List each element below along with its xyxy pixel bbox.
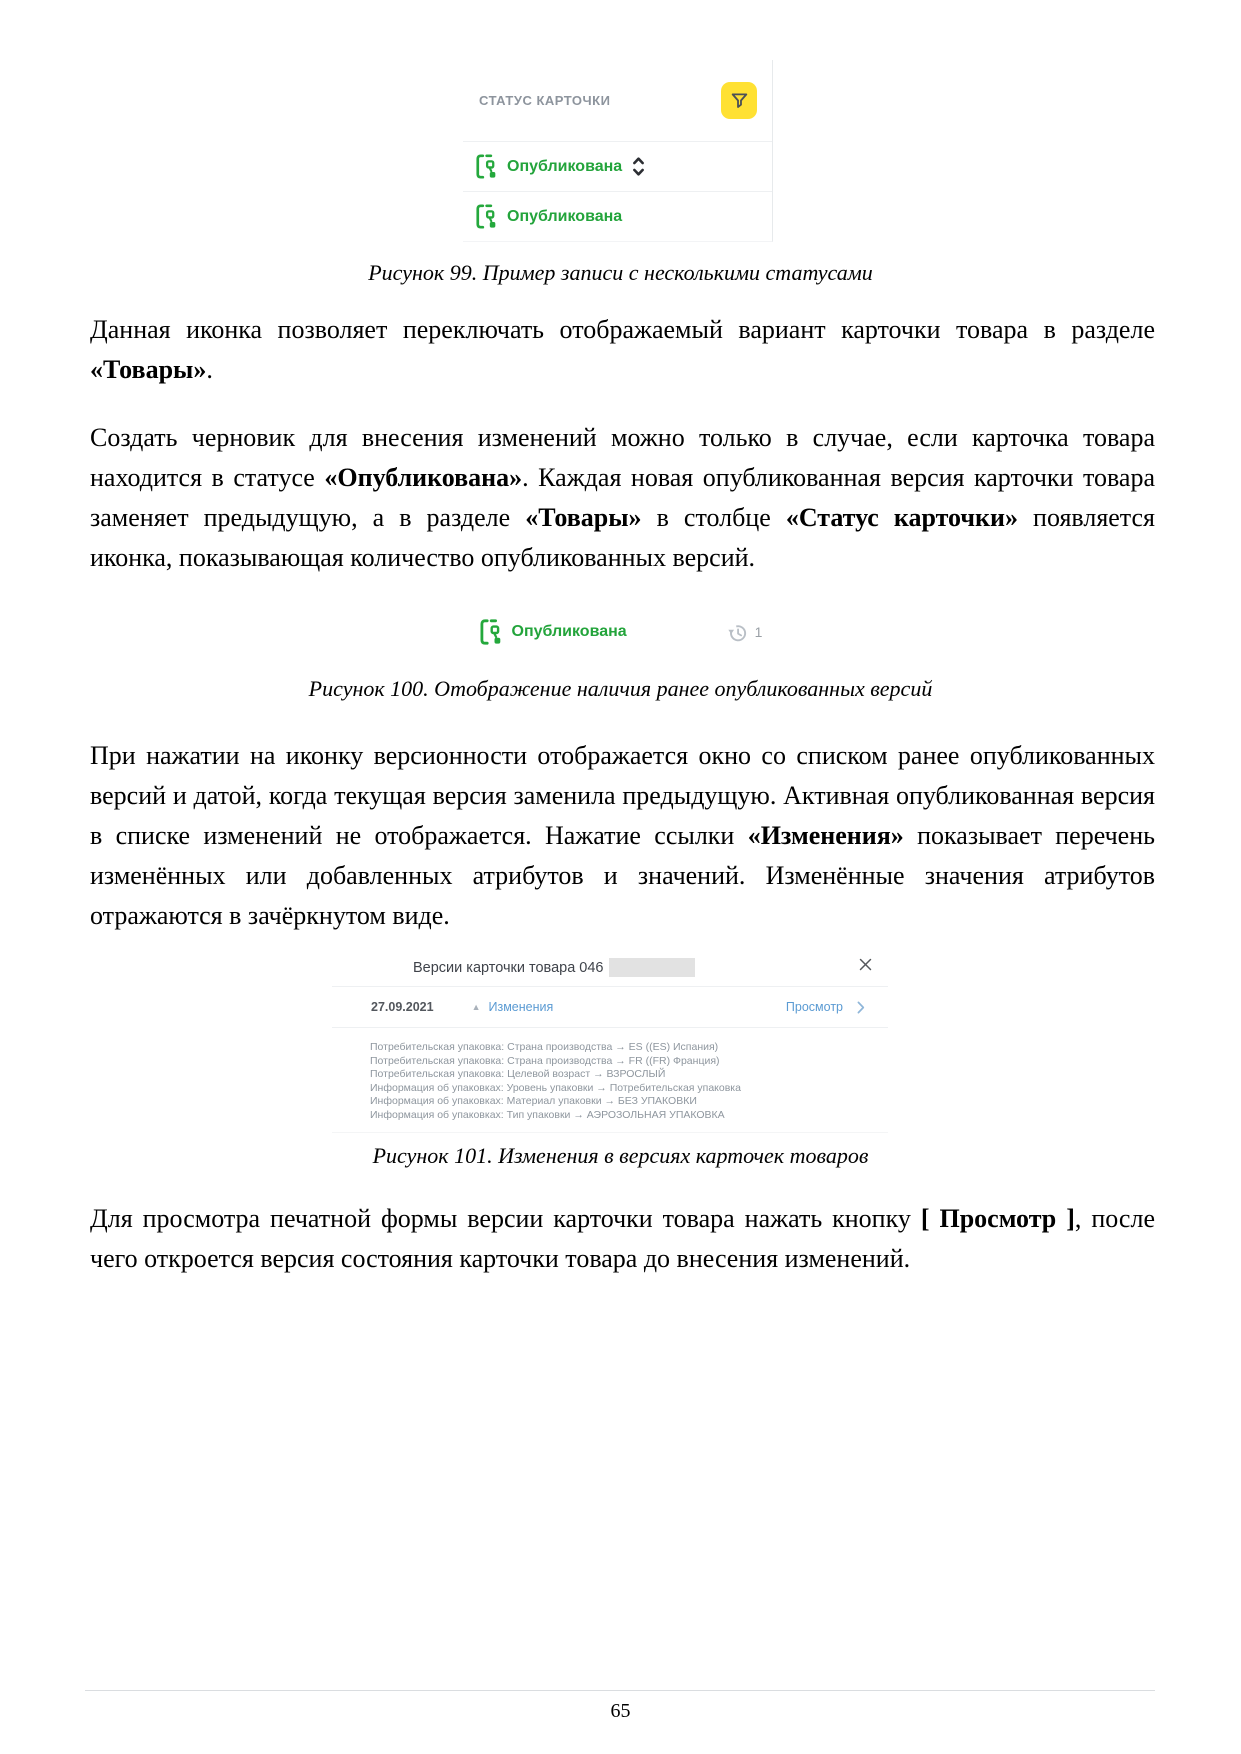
product-card-icon <box>479 618 501 646</box>
status-label: Опубликована <box>507 207 623 225</box>
published-status-example <box>0 614 1241 650</box>
page-number: 65 <box>610 1700 631 1722</box>
status-label: Опубликована <box>511 623 627 640</box>
modal-header <box>332 949 888 987</box>
version-history-button[interactable] <box>727 622 763 643</box>
change-line: Потребительская упаковка: Страна производства → ES ((ES) Испания) <box>370 1041 719 1053</box>
sort-triangle-icon: ▲ <box>471 1002 481 1012</box>
close-button[interactable] <box>859 958 872 971</box>
version-count: 1 <box>754 624 763 640</box>
column-header-status: СТАТУС КАРТОЧКИ <box>479 93 611 108</box>
sort-toggle[interactable] <box>632 155 645 178</box>
redacted-product-id <box>609 958 695 977</box>
change-line: Информация об упаковках: Материал упаковки → БЕЗ УПАКОВКИ <box>370 1095 697 1107</box>
close-icon <box>859 959 872 974</box>
product-card-icon <box>475 203 496 230</box>
figure-100-caption: Рисунок 100. Отображение наличия ранее опубликованных версий <box>308 676 933 701</box>
view-link[interactable]: Просмотр <box>785 1000 843 1014</box>
status-row[interactable] <box>463 141 772 191</box>
figure-99-caption: Рисунок 99. Пример записи с несколькими статусами <box>368 260 873 285</box>
change-line: Потребительская упаковка: Страна производства → FR ((FR) Франция) <box>370 1054 720 1067</box>
change-line: Информация об упаковках: Уровень упаковки → Потребительская упаковка <box>370 1081 741 1094</box>
versions-modal <box>332 949 888 1133</box>
version-row <box>332 987 888 1028</box>
status-column-header <box>463 60 772 141</box>
funnel-icon <box>729 90 750 111</box>
paragraph-3: При нажатии на иконку версионности отображается окно со списком ранее опубликованных версий и датой, когда текущая версия заменила предыдущую. Активная опубликованная версия в списке изменений не отображается. Нажатие ссылки «Изменения» показывает перечень изменённых или добавленных атрибутов и значений. Изменённые значения атрибутов отражаются в зачёркнутом виде. <box>90 741 1155 930</box>
changes-link[interactable]: Изменения <box>488 1000 554 1014</box>
modal-title: Версии карточки товара 046 <box>413 959 604 976</box>
paragraph-4: Для просмотра печатной формы версии карточки товара нажать кнопку [ Просмотр ], после чего откроется версия состояния карточки товара до внесения изменений. <box>90 1204 1155 1273</box>
product-card-icon <box>475 153 496 180</box>
filter-button[interactable] <box>721 82 757 119</box>
change-line: Информация об упаковках: Тип упаковки → АЭРОЗОЛЬНАЯ УПАКОВКА <box>370 1108 725 1121</box>
paragraph-2: Создать черновик для внесения изменений можно только в случае, если карточка товара находится в статусе «Опубликована». Каждая новая опубликованная версия карточки товара заменяет предыдущую, а в разделе «Товары» в столбце «Статус карточки» появляется иконка, показывающая количество опубликованных версий. <box>90 423 1155 572</box>
change-line: Потребительская упаковка: Целевой возраст → ВЗРОСЛЫЙ <box>370 1068 666 1080</box>
footer-divider <box>85 1690 1155 1691</box>
sort-arrows-icon <box>632 155 645 178</box>
changes-list <box>332 1028 888 1133</box>
version-date: 27.09.2021 <box>371 1000 434 1014</box>
status-row[interactable] <box>463 191 772 241</box>
chevron-right-icon <box>857 1001 865 1014</box>
paragraph-1: Данная иконка позволяет переключать отображаемый вариант карточки товара в разделе «Товары». <box>90 315 1155 384</box>
figure-101-caption: Рисунок 101. Изменения в версиях карточек товаров <box>372 1143 869 1168</box>
version-history-icon <box>727 622 748 643</box>
status-column-fragment <box>463 60 773 242</box>
status-label: Опубликована <box>507 157 623 175</box>
